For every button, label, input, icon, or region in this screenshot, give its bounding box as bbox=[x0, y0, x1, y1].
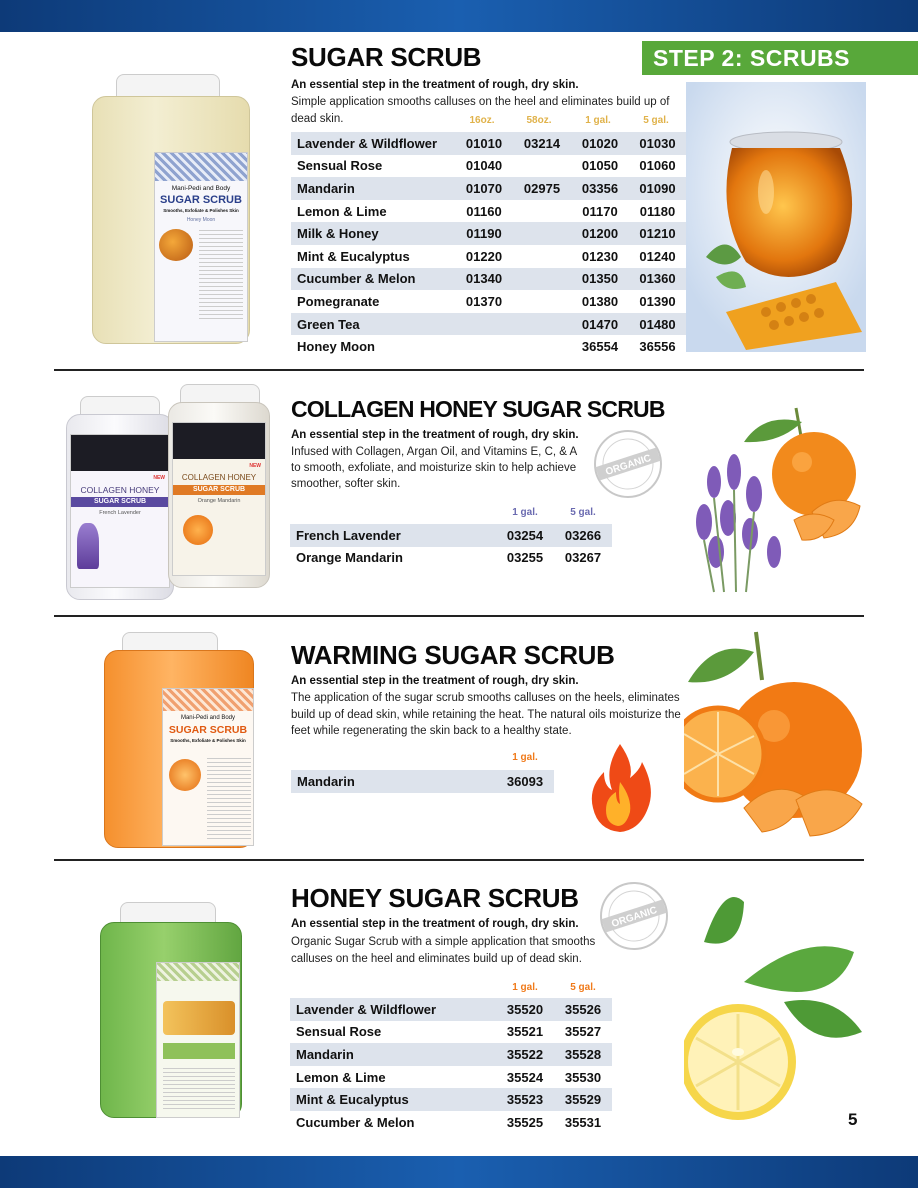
col-head-1gal: 1 gal. bbox=[512, 507, 538, 518]
col-head-58oz: 58oz. bbox=[526, 115, 552, 126]
item-code: 36093 bbox=[496, 770, 554, 793]
item-code: 36554 bbox=[581, 339, 619, 355]
section-divider bbox=[54, 859, 864, 861]
item-code: 35525 bbox=[506, 1114, 544, 1130]
item-code: 01180 bbox=[639, 203, 676, 219]
jar-badge: NEW bbox=[153, 475, 165, 481]
section-divider bbox=[54, 615, 864, 617]
collagen-lead: An essential step in the treatment of rough, dry skin. bbox=[291, 429, 579, 441]
product-name: Mint & Eucalyptus bbox=[297, 248, 410, 264]
jar-label-name: SUGAR SCRUB bbox=[160, 194, 242, 206]
seal-text: ORGANIC bbox=[604, 452, 653, 478]
sugar-scrub-jar-image bbox=[92, 74, 252, 346]
step-badge: STEP 2: SCRUBS bbox=[642, 41, 918, 75]
item-code: 35528 bbox=[554, 1043, 612, 1066]
item-code: 01370 bbox=[465, 293, 503, 309]
collagen-title: COLLAGEN HONEY SUGAR SCRUB bbox=[291, 396, 665, 422]
item-code: 35522 bbox=[496, 1043, 554, 1066]
jar-brand: COLLAGEN HONEY bbox=[181, 473, 257, 482]
collagen-mandarin-jar-image bbox=[168, 384, 272, 590]
col-head-5gal: 5 gal. bbox=[643, 115, 669, 126]
honey-scrub-jar-image bbox=[100, 902, 244, 1120]
item-code: 01360 bbox=[629, 268, 686, 291]
table-row bbox=[291, 177, 686, 200]
product-name: Cucumber & Melon bbox=[291, 268, 455, 291]
item-code: 03267 bbox=[564, 550, 602, 566]
lemon-fruit-image bbox=[684, 882, 866, 1122]
item-code: 01160 bbox=[466, 203, 502, 219]
item-code bbox=[513, 200, 571, 223]
item-code: 03266 bbox=[554, 524, 612, 547]
item-code: 01390 bbox=[639, 293, 676, 309]
item-code: 35531 bbox=[564, 1114, 602, 1130]
sugar-scrub-table bbox=[291, 132, 686, 358]
item-code: 35526 bbox=[554, 998, 612, 1021]
item-code: 01190 bbox=[455, 222, 513, 245]
product-name: Cucumber & Melon bbox=[296, 1114, 415, 1130]
collagen-desc-2: to smooth, exfoliate, and moisturize skin to help achieve bbox=[291, 462, 577, 474]
jar-flavor: Orange Mandarin bbox=[197, 498, 241, 504]
jar-label-top: Mani-Pedi and Body bbox=[180, 715, 236, 721]
warming-desc-3: feet while regenerating the skin back to a healthy state. bbox=[291, 725, 572, 737]
item-code: 01340 bbox=[455, 268, 513, 291]
item-code: 35520 bbox=[496, 998, 554, 1021]
honey-title: HONEY SUGAR SCRUB bbox=[291, 883, 579, 913]
sugar-scrub-title: SUGAR SCRUB bbox=[291, 42, 482, 72]
bottom-band bbox=[0, 1156, 918, 1188]
sugar-scrub-lead: An essential step in the treatment of rough, dry skin. bbox=[291, 79, 579, 91]
product-name: Mint & Eucalyptus bbox=[290, 1088, 496, 1111]
item-code: 35530 bbox=[564, 1069, 602, 1085]
jar-label-sub: Smooths, Exfoliate & Polishes Skin bbox=[170, 738, 246, 743]
warming-table bbox=[291, 770, 554, 793]
item-code: 01350 bbox=[571, 268, 629, 291]
item-code: 01010 bbox=[455, 132, 513, 155]
warming-title: WARMING SUGAR SCRUB bbox=[291, 640, 615, 670]
item-code: 35524 bbox=[506, 1069, 544, 1085]
sugar-scrub-desc-2: dead skin. bbox=[291, 113, 344, 125]
item-code: 35529 bbox=[554, 1088, 612, 1111]
warming-desc-1: The application of the sugar scrub smooths calluses on the heels, eliminates bbox=[291, 692, 680, 704]
jar-name: SUGAR SCRUB bbox=[192, 486, 246, 493]
col-head-5gal: 5 gal. bbox=[570, 507, 596, 518]
lavender-orange-image bbox=[684, 402, 866, 602]
item-code: 35527 bbox=[564, 1024, 602, 1040]
product-name: Lavender & Wildflower bbox=[291, 132, 455, 155]
table-row bbox=[290, 1088, 612, 1111]
table-row bbox=[290, 524, 612, 547]
jar-name: SUGAR SCRUB bbox=[93, 498, 147, 505]
table-row bbox=[291, 222, 686, 245]
col-head-1gal: 1 gal. bbox=[512, 982, 538, 993]
table-row bbox=[291, 290, 686, 313]
item-code: 01230 bbox=[581, 248, 619, 264]
table-row bbox=[291, 268, 686, 291]
collagen-table bbox=[290, 524, 612, 569]
organic-seal-icon bbox=[598, 880, 670, 952]
item-code: 01220 bbox=[465, 248, 503, 264]
table-row bbox=[291, 313, 686, 336]
honey-table bbox=[290, 998, 612, 1134]
table-row bbox=[290, 1111, 612, 1134]
top-band bbox=[0, 0, 918, 32]
product-name: Lemon & Lime bbox=[297, 203, 387, 219]
collagen-desc-3: smoother, softer skin. bbox=[291, 478, 401, 490]
page-number: 5 bbox=[848, 1110, 858, 1129]
item-code: 01480 bbox=[629, 313, 686, 336]
product-name: Mandarin bbox=[290, 1043, 496, 1066]
item-code: 36556 bbox=[639, 339, 676, 355]
warming-jar-image bbox=[104, 632, 256, 850]
product-name: Pomegranate bbox=[297, 293, 380, 309]
organic-seal-icon bbox=[592, 428, 664, 500]
table-row bbox=[291, 335, 686, 358]
item-code: 01070 bbox=[455, 177, 513, 200]
item-code: 03255 bbox=[506, 550, 544, 566]
table-row bbox=[291, 200, 686, 223]
seal-text: ORGANIC bbox=[610, 904, 659, 930]
product-name: Mandarin bbox=[291, 177, 455, 200]
honey-jar-image bbox=[686, 82, 866, 352]
item-code: 01090 bbox=[629, 177, 686, 200]
jar-flavor: French Lavender bbox=[99, 510, 141, 516]
item-code: 35523 bbox=[496, 1088, 554, 1111]
item-code bbox=[513, 222, 571, 245]
item-code: 03254 bbox=[496, 524, 554, 547]
table-row bbox=[290, 998, 612, 1021]
item-code: 35521 bbox=[506, 1024, 544, 1040]
product-name: Orange Mandarin bbox=[296, 550, 403, 566]
item-code: 01210 bbox=[629, 222, 686, 245]
item-code: 01470 bbox=[571, 313, 629, 336]
section-divider bbox=[54, 369, 864, 371]
orange-fruit-image bbox=[684, 628, 866, 850]
col-head-5gal: 5 gal. bbox=[570, 982, 596, 993]
item-code: 01020 bbox=[571, 132, 629, 155]
item-code bbox=[513, 335, 571, 358]
table-row bbox=[291, 155, 686, 178]
jar-label-flavor: Honey Moon bbox=[186, 217, 216, 223]
item-code: 01170 bbox=[582, 203, 618, 219]
product-name: Green Tea bbox=[291, 313, 455, 336]
item-code bbox=[513, 313, 571, 336]
item-code: 01050 bbox=[581, 158, 619, 174]
table-row bbox=[290, 1043, 612, 1066]
product-name: Sensual Rose bbox=[297, 158, 383, 174]
col-head-1gal: 1 gal. bbox=[512, 752, 538, 763]
sugar-scrub-desc-1: Simple application smooths calluses on the heel and eliminates build up of bbox=[291, 96, 670, 108]
item-code: 03356 bbox=[571, 177, 629, 200]
item-code bbox=[455, 335, 513, 358]
warming-lead: An essential step in the treatment of rough, dry skin. bbox=[291, 675, 579, 687]
item-code: 01060 bbox=[639, 158, 676, 174]
product-name: Sensual Rose bbox=[296, 1024, 382, 1040]
item-code: 01040 bbox=[465, 158, 503, 174]
jar-badge: NEW bbox=[249, 463, 261, 469]
table-row bbox=[291, 770, 554, 793]
item-code bbox=[513, 268, 571, 291]
warming-desc-2: build up of dead skin, while retaining the heat. The natural oils moisturize the bbox=[291, 709, 681, 721]
item-code: 01380 bbox=[581, 293, 619, 309]
item-code: 01030 bbox=[629, 132, 686, 155]
item-code bbox=[513, 245, 571, 268]
flame-icon bbox=[590, 742, 652, 834]
col-head-1gal: 1 gal. bbox=[585, 115, 611, 126]
product-name: Milk & Honey bbox=[291, 222, 455, 245]
item-code: 02975 bbox=[513, 177, 571, 200]
product-name: Honey Moon bbox=[297, 339, 375, 355]
collagen-desc-1: Infused with Collagen, Argan Oil, and Vitamins E, C, & A bbox=[291, 446, 578, 458]
jar-label-name: SUGAR SCRUB bbox=[168, 724, 248, 736]
product-name: Lavender & Wildflower bbox=[290, 998, 496, 1021]
item-code: 01200 bbox=[571, 222, 629, 245]
table-row bbox=[290, 1021, 612, 1044]
table-row bbox=[291, 132, 686, 155]
item-code bbox=[513, 290, 571, 313]
table-row bbox=[291, 245, 686, 268]
product-name: French Lavender bbox=[290, 524, 496, 547]
jar-label-sub: Smooths, Exfoliate & Polishes Skin bbox=[163, 208, 239, 213]
honey-lead: An essential step in the treatment of rough, dry skin. bbox=[291, 918, 579, 930]
product-name: Mandarin bbox=[291, 770, 496, 793]
honey-desc-1: Organic Sugar Scrub with a simple application that smooths bbox=[291, 936, 596, 948]
table-row bbox=[290, 1066, 612, 1089]
item-code bbox=[455, 313, 513, 336]
table-row bbox=[290, 547, 612, 570]
product-name: Lemon & Lime bbox=[296, 1069, 386, 1085]
honey-desc-2: calluses on the heel and eliminates build up of dead skin. bbox=[291, 953, 582, 965]
col-head-16oz: 16oz. bbox=[469, 115, 495, 126]
item-code: 01240 bbox=[639, 248, 676, 264]
item-code bbox=[513, 155, 571, 178]
item-code: 03214 bbox=[513, 132, 571, 155]
collagen-lavender-jar-image bbox=[66, 396, 176, 602]
jar-label-top: Mani-Pedi and Body bbox=[171, 185, 231, 192]
jar-brand: COLLAGEN HONEY bbox=[80, 485, 160, 495]
